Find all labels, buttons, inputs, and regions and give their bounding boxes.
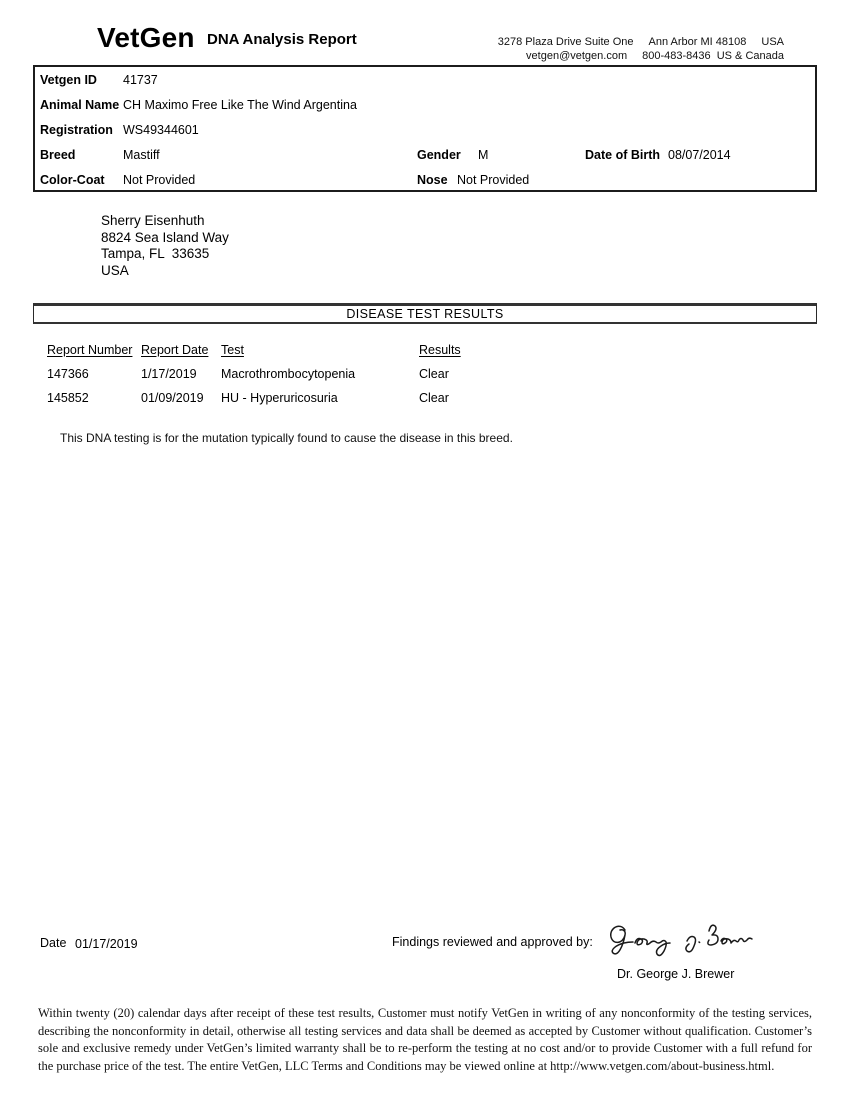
owner-address	[101, 213, 229, 279]
address-line-1	[498, 36, 784, 50]
owner-name: Sherry Eisenhuth	[101, 213, 205, 228]
vetgen-id-label: Vetgen ID	[40, 73, 97, 87]
info-row-animal-name	[35, 93, 815, 118]
results-header-text: Results	[419, 343, 461, 357]
animal-name-label: Animal Name	[40, 98, 120, 112]
info-row-color-coat	[35, 168, 815, 193]
findings-approved-label: Findings reviewed and approved by:	[392, 935, 593, 949]
info-row-registration	[35, 118, 815, 143]
results-table	[47, 343, 509, 415]
table-cell-report-date: 01/09/2019	[141, 391, 204, 405]
table-cell-report-number: 147366	[47, 367, 89, 381]
gender-label: Gender	[417, 148, 461, 162]
owner-country: USA	[101, 262, 129, 278]
legal-line-2: describing the nonconformity in detail, otherwise all testing services and data shall be deemed as accepted by Customer without qualification. Customer’s	[38, 1023, 812, 1038]
legal-line-3: sole and exclusive remedy under VetGen’s limited warranty shall be to re-perform the testing at no cost and/or to provide Customer with a full refund for	[38, 1041, 812, 1055]
column-header-results	[419, 343, 509, 367]
company-address	[498, 36, 784, 63]
table-cell-report-date: 1/17/2019	[141, 367, 197, 381]
nose-value: Not Provided	[457, 173, 530, 187]
date-value: 01/17/2019	[75, 937, 138, 951]
column-header-test	[221, 343, 419, 367]
test-header-text: Test	[221, 343, 244, 357]
table-cell-test: HU - Hyperuricosuria	[221, 391, 338, 405]
breed-value: Mastiff	[123, 148, 160, 162]
table-cell-result: Clear	[419, 367, 449, 381]
disease-test-results-header: DISEASE TEST RESULTS	[33, 303, 817, 324]
vetgen-logo: VetGen	[97, 22, 195, 53]
nose-label: Nose	[417, 173, 448, 187]
report-date-header-text: Report Date	[141, 343, 209, 357]
color-coat-value: Not Provided	[123, 173, 196, 187]
report-number-header-text: Report Number	[47, 343, 133, 357]
dob-value: 08/07/2014	[668, 148, 731, 162]
column-header-report-number	[47, 343, 141, 367]
legal-line-1: Within twenty (20) calendar days after receipt of these test results, Customer must notify VetGen in writing of any nonconformity of the testing services,	[38, 1006, 812, 1020]
owner-street: 8824 Sea Island Way	[101, 229, 229, 245]
signer-name: Dr. George J. Brewer	[617, 967, 735, 981]
company-phone: 800-483-8436 US & Canada	[642, 49, 784, 62]
animal-info-box	[33, 65, 817, 192]
column-header-report-date	[141, 343, 221, 367]
address-country: USA	[761, 36, 784, 48]
company-email: vetgen@vetgen.com	[526, 49, 628, 62]
table-cell-report-number: 145852	[47, 391, 89, 405]
table-cell-result: Clear	[419, 391, 449, 405]
terms-and-conditions-text	[38, 1005, 812, 1075]
breed-mutation-note: This DNA testing is for the mutation typically found to cause the disease in this breed.	[60, 431, 513, 445]
animal-name-value: CH Maximo Free Like The Wind Argentina	[123, 98, 357, 112]
table-cell-test: Macrothrombocytopenia	[221, 367, 356, 381]
owner-city-state-zip: Tampa, FL 33635	[101, 246, 210, 261]
address-city: Ann Arbor MI 48108	[648, 36, 747, 48]
color-coat-label: Color-Coat	[40, 173, 105, 187]
registration-value: WS49344601	[123, 123, 199, 137]
address-street: 3278 Plaza Drive Suite One	[497, 36, 634, 48]
registration-label: Registration	[40, 123, 113, 137]
gender-value: M	[478, 148, 489, 162]
signature-icon	[603, 916, 761, 966]
address-line-2	[498, 50, 784, 64]
info-row-breed	[35, 143, 815, 168]
vetgen-id-value: 41737	[123, 73, 158, 87]
legal-line-4: the purchase price of the test. The entire VetGen, LLC Terms and Conditions may be viewed online at http://www.vetgen.com/about-business.html.	[38, 1058, 775, 1073]
page-title: DNA Analysis Report	[207, 31, 357, 48]
date-label: Date	[40, 936, 67, 950]
breed-label: Breed	[40, 148, 76, 162]
dob-label: Date of Birth	[585, 148, 660, 162]
info-row-vetgen-id	[35, 68, 815, 93]
